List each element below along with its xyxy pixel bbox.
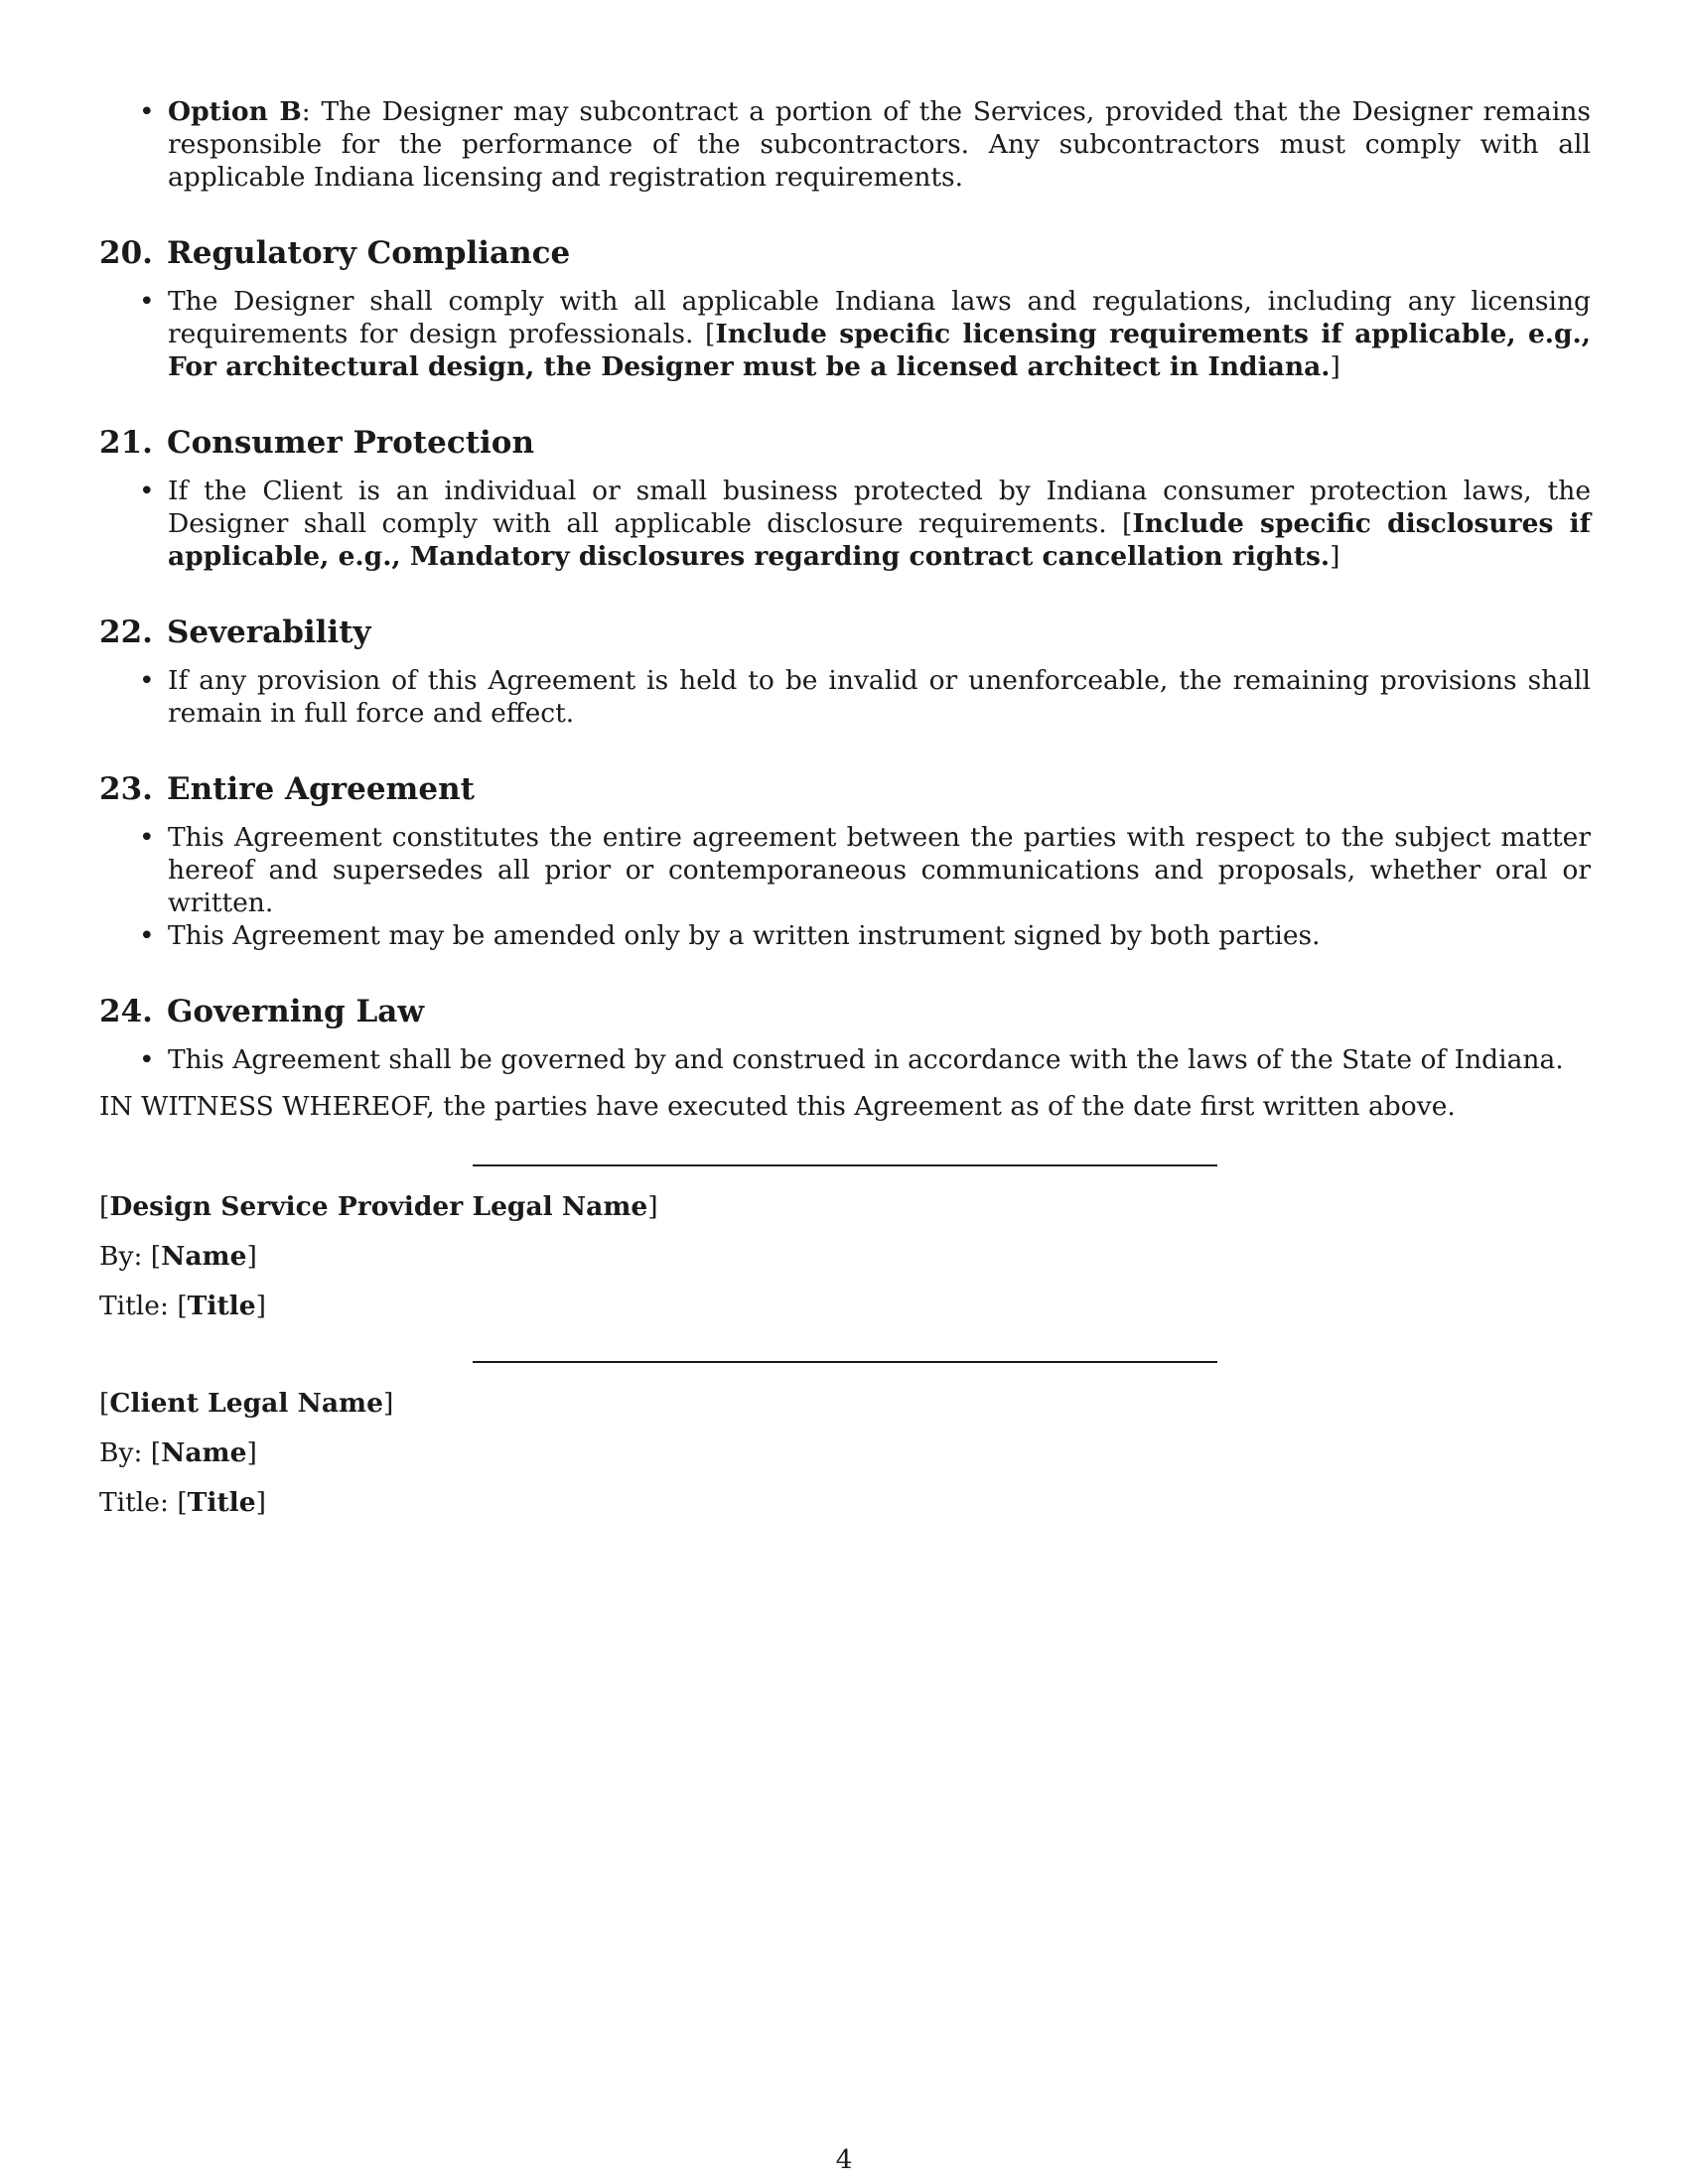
section-24 xyxy=(99,992,1591,1076)
section-heading xyxy=(99,613,1591,652)
clause-text: The Designer shall comply with all applicable Indiana laws and regulations, including any licensing requirements for design professionals. xyxy=(168,286,1591,349)
signatory-name: By: [Name] xyxy=(99,1437,257,1468)
section-22 xyxy=(99,613,1591,730)
party-name-text: Client Legal Name xyxy=(109,1388,383,1419)
document-page xyxy=(99,95,1591,1519)
signature-line xyxy=(473,1361,1217,1363)
section-number: 24. xyxy=(99,994,153,1029)
party-name-text: Design Service Provider Legal Name xyxy=(109,1191,648,1222)
title-label: Title: xyxy=(99,1291,178,1321)
witness-statement: IN WITNESS WHEREOF, the parties have executed this Agreement as of the date first written above. xyxy=(99,1091,1456,1122)
section-title: Entire Agreement xyxy=(166,771,475,807)
section-20 xyxy=(99,233,1591,383)
list-item: • If any provision of this Agreement is held to be invalid or unenforceable, the remaining provisions shall remain in full force and effect. xyxy=(99,664,1591,730)
by-label: By: xyxy=(99,1437,151,1468)
clause-text: If the Client is an individual or small business protected by Indiana consumer protection laws, the Designer shall comply with all applicable disclosure requirements. xyxy=(168,476,1591,539)
title-value: Title xyxy=(187,1291,256,1321)
section-list xyxy=(99,475,1591,573)
option-b-item xyxy=(99,95,1591,194)
list-item: • This Agreement constitutes the entire agreement between the parties with respect to the subject matter hereof and supersedes all prior or contemporaneous communications and proposals, whether oral or written. xyxy=(99,821,1591,919)
section-list xyxy=(99,664,1591,730)
section-heading xyxy=(99,992,1591,1031)
placeholder-note: Include specific licensing requirements if applicable, e.g., For architectural design, the Designer must be a licensed architect in Indiana. xyxy=(168,319,1592,382)
option-b-list xyxy=(99,95,1591,194)
title-value: Title xyxy=(187,1487,256,1518)
section-heading xyxy=(99,233,1591,273)
list-item: • The Designer shall comply with all applicable Indiana laws and regulations, including any licensing requirements for design professionals. [Include specific licensing requirements if applicable, e.g., For architectural design, the Designer must be a licensed architect in Indiana.] xyxy=(99,285,1591,383)
signatory-title: Title: [Title] xyxy=(99,1487,266,1518)
section-number: 23. xyxy=(99,771,153,807)
section-title: Governing Law xyxy=(166,994,425,1029)
section-title: Severability xyxy=(166,614,371,650)
by-value: Name xyxy=(161,1241,247,1272)
section-number: 20. xyxy=(99,235,153,271)
list-item: • This Agreement may be amended only by a written instrument signed by both parties. xyxy=(99,919,1591,952)
signatory-title: Title: [Title] xyxy=(99,1291,266,1321)
page-number: 4 xyxy=(835,2144,853,2175)
section-list xyxy=(99,821,1591,952)
signature-block-client xyxy=(99,1361,1591,1519)
section-number: 21. xyxy=(99,425,153,461)
section-23 xyxy=(99,769,1591,952)
party-name: [Client Legal Name] xyxy=(99,1388,394,1419)
title-label: Title: xyxy=(99,1487,178,1518)
section-list xyxy=(99,285,1591,383)
signature-line xyxy=(473,1164,1217,1166)
placeholder-note: Include specific disclosures if applicable, e.g., Mandatory disclosures regarding contract cancellation rights. xyxy=(168,508,1592,572)
section-21 xyxy=(99,423,1591,573)
section-list xyxy=(99,1043,1591,1076)
party-name: [Design Service Provider Legal Name] xyxy=(99,1191,658,1222)
section-title: Regulatory Compliance xyxy=(166,235,571,271)
by-label: By: xyxy=(99,1241,151,1272)
section-heading xyxy=(99,769,1591,809)
list-item: • This Agreement shall be governed by and construed in accordance with the laws of the State of Indiana. xyxy=(99,1043,1591,1076)
section-number: 22. xyxy=(99,614,153,650)
list-item: • If the Client is an individual or small business protected by Indiana consumer protection laws, the Designer shall comply with all applicable disclosure requirements. [Include specific disclosures if applicable, e.g., Mandatory disclosures regarding contract cancellation rights.] xyxy=(99,475,1591,573)
option-b-label: Option B xyxy=(168,96,302,127)
signature-block-provider xyxy=(99,1164,1591,1322)
signatory-name: By: [Name] xyxy=(99,1241,257,1272)
section-heading xyxy=(99,423,1591,463)
by-value: Name xyxy=(161,1437,247,1468)
option-b-text: : The Designer may subcontract a portion of the Services, provided that the Designer remains responsible for the performance of the subcontractors. Any subcontractors must comply with all applicable Indiana licensing and registration requirements. xyxy=(168,96,1591,193)
section-title: Consumer Protection xyxy=(166,425,535,461)
